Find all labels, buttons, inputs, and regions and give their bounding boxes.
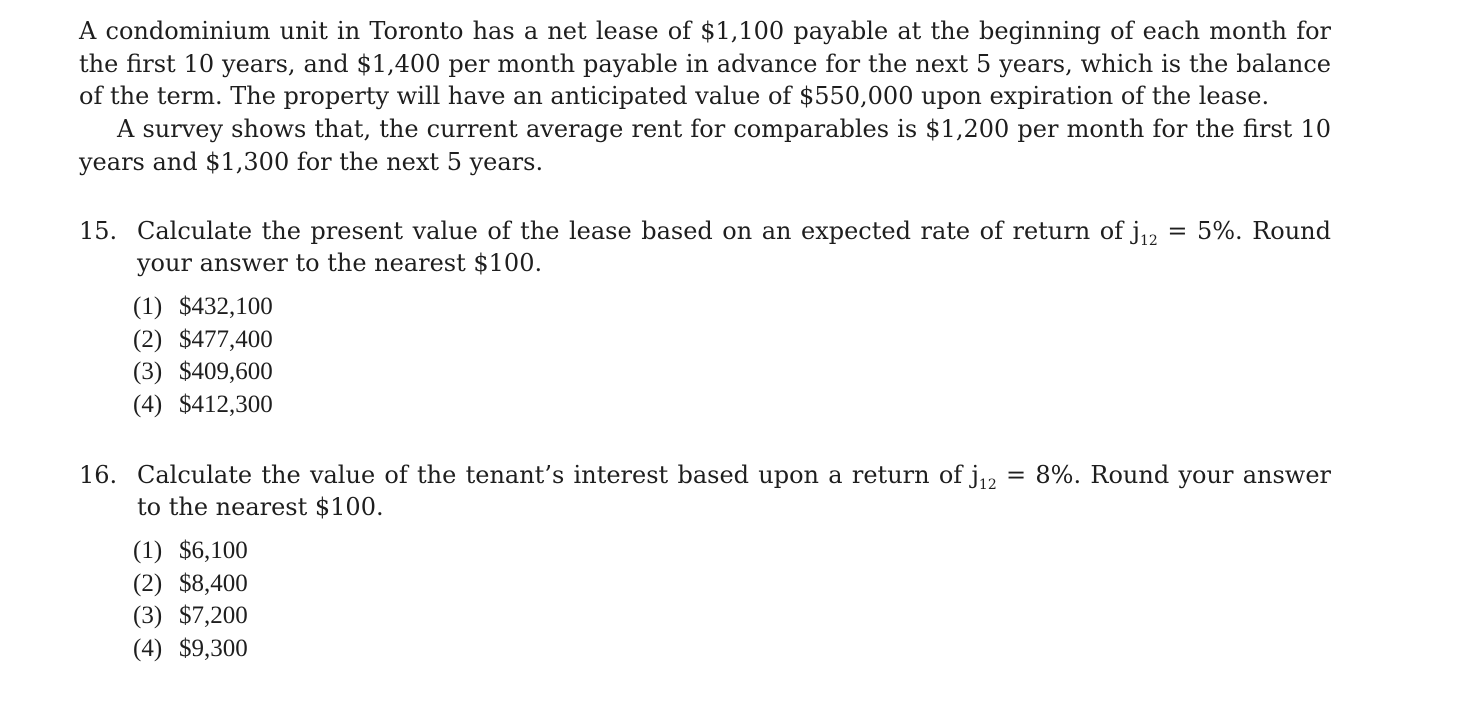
intro-paragraph-1: A condominium unit in Toronto has a net lease of $1,100 payable at the beginning of each month for the first 10 years, and $1,400 per month payable in advance for the next 5 years, which is the balance of the term. The property will have an anticipated value of $550,000 upon expiration of the lease.: [79, 17, 1331, 111]
question-text-part: = 8%. Round your answer to the nearest $100.: [137, 460, 1331, 522]
option-value: $9,300: [179, 635, 248, 663]
option-number: (2): [133, 325, 163, 353]
answer-option: [133, 568, 1331, 601]
question-number: 16.: [79, 460, 118, 489]
question-text-part: Calculate the value of the tenant’s interest based upon a return of j: [137, 460, 979, 489]
question-text-part: = 5%. Round your answer to the nearest $100.: [137, 216, 1331, 278]
option-number: (3): [133, 358, 163, 386]
option-number: (1): [133, 537, 163, 565]
intro-section: [79, 15, 1331, 179]
answer-options: [133, 291, 1331, 422]
option-value: $6,100: [179, 537, 248, 565]
question-number: 15.: [79, 216, 118, 245]
option-value: $432,100: [179, 292, 273, 320]
answer-options: [133, 535, 1331, 666]
document-page: [79, 15, 1331, 666]
answer-option: [133, 389, 1331, 422]
question-16: [79, 459, 1331, 666]
option-number: (4): [133, 390, 163, 418]
question-text: [137, 459, 1331, 524]
option-number: (2): [133, 569, 163, 597]
answer-option: [133, 324, 1331, 357]
subscript: 12: [1140, 232, 1158, 249]
option-number: (4): [133, 635, 163, 663]
question-15: [79, 215, 1331, 422]
answer-option: [133, 600, 1331, 633]
intro-paragraph-2: A survey shows that, the current average rent for comparables is $1,200 per month for the first 10 years and $1,300 for the next 5 years.: [79, 115, 1331, 176]
option-value: $409,600: [179, 358, 273, 386]
answer-option: [133, 356, 1331, 389]
option-value: $412,300: [179, 390, 273, 418]
option-number: (1): [133, 292, 163, 320]
answer-option: [133, 535, 1331, 568]
option-value: $8,400: [179, 569, 248, 597]
option-number: (3): [133, 602, 163, 630]
answer-option: [133, 291, 1331, 324]
option-value: $7,200: [179, 602, 248, 630]
question-text: [137, 215, 1331, 280]
question-text-part: Calculate the present value of the lease based on an expected rate of return of j: [137, 216, 1140, 245]
answer-option: [133, 633, 1331, 666]
option-value: $477,400: [179, 325, 273, 353]
subscript: 12: [978, 476, 997, 493]
